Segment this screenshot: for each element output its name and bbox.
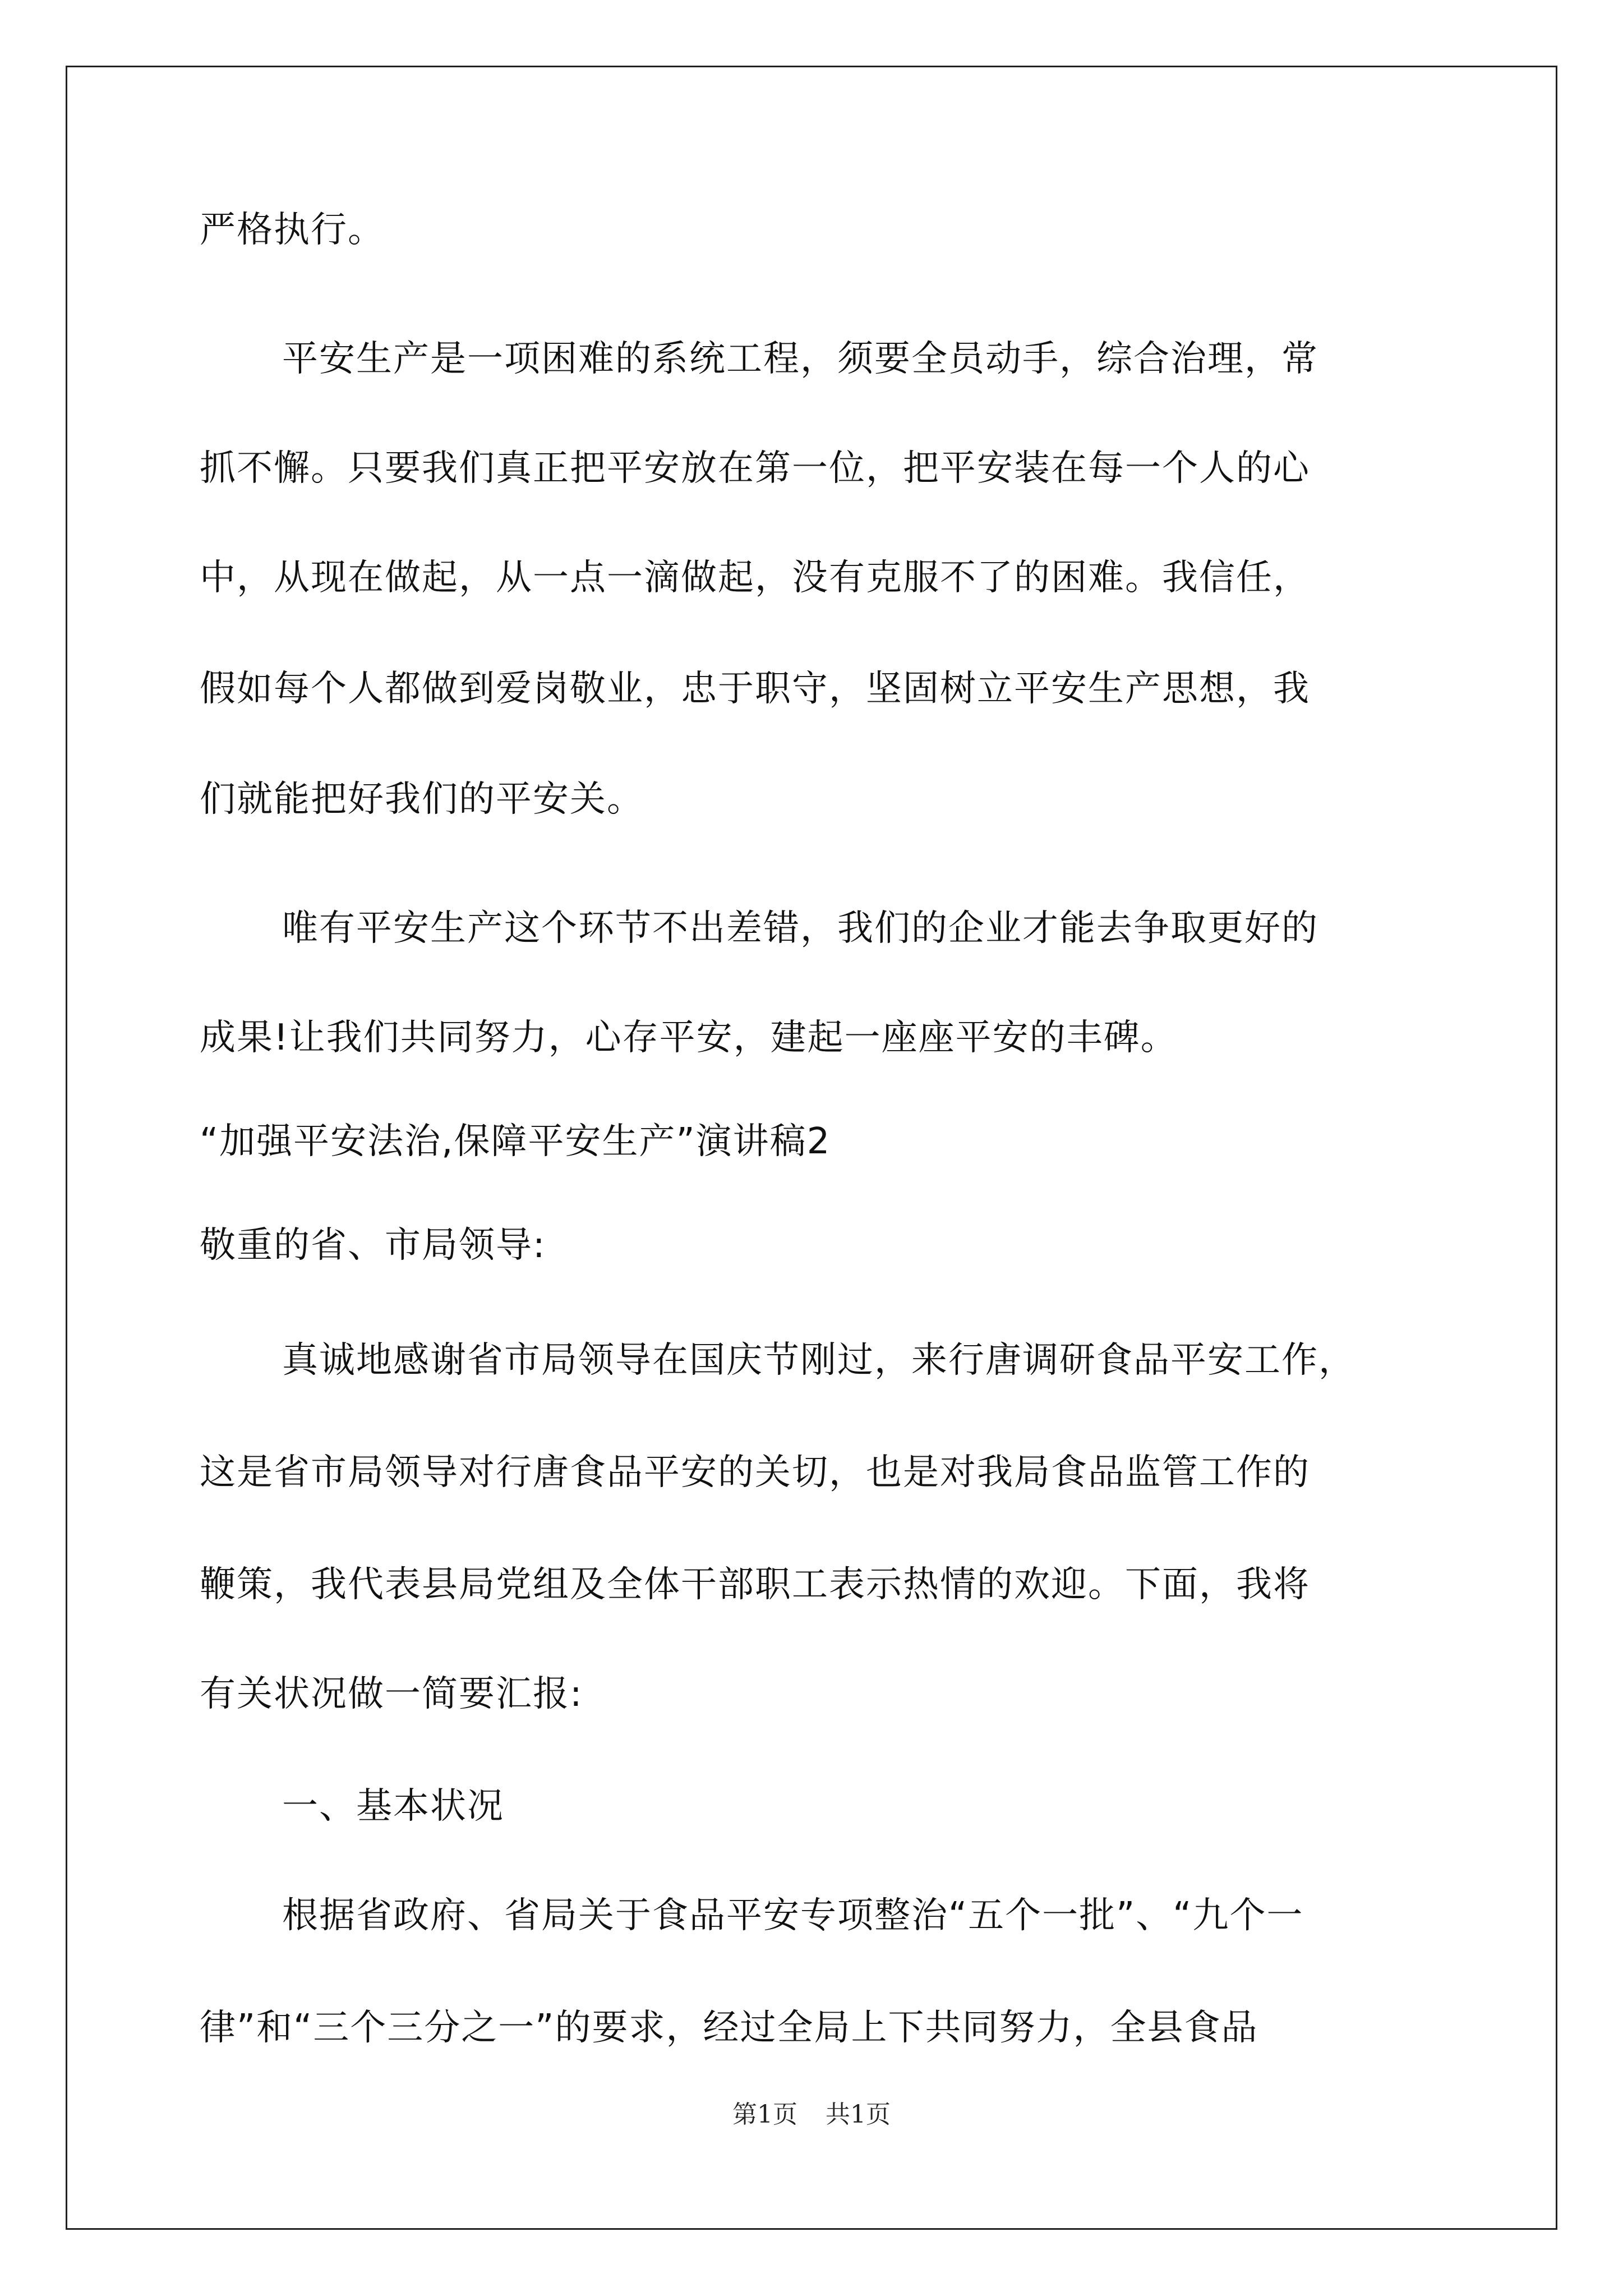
body-line: 有关状况做一简要汇报: — [200, 1673, 583, 1715]
body-line: 中，从现在做起，从一点一滴做起，没有克服不了的困难。我信任， — [200, 557, 1310, 599]
body-line: 律”和“三个三分之一”的要求，经过全局上下共同努力，全县食品 — [200, 2007, 1258, 2049]
body-line: 成果!让我们共同努力，心存平安，建起一座座平安的丰碑。 — [200, 1017, 1178, 1059]
body-line: 唯有平安生产这个环节不出差错，我们的企业才能去争取更好的 — [282, 908, 1318, 949]
body-line: 根据省政府、省局关于食品平安专项整治“五个一批”、“九个一 — [282, 1895, 1304, 1936]
salutation: 敬重的省、市局领导: — [200, 1225, 546, 1266]
body-line: 严格执行。 — [200, 209, 385, 251]
body-line: 鞭策，我代表县局党组及全体干部职工表示热情的欢迎。下面，我将 — [200, 1564, 1310, 1605]
page-footer — [0, 2098, 1623, 2132]
body-line: 这是省市局领导对行唐食品平安的关切，也是对我局食品监管工作的 — [200, 1452, 1310, 1493]
body-line: 们就能把好我们的平安关。 — [200, 779, 644, 820]
body-line: 真诚地感谢省市局领导在国庆节刚过，来行唐调研食品平安工作， — [282, 1340, 1355, 1381]
section-title: “加强平安法治,保障平安生产”演讲稿2 — [200, 1121, 831, 1162]
body-line: 假如每个人都做到爱岗敬业，忠于职守，坚固树立平安生产思想，我 — [200, 668, 1310, 710]
section-heading: 一、基本状况 — [282, 1786, 504, 1827]
page-number: 第1页 — [732, 2100, 797, 2129]
page-total: 共1页 — [826, 2100, 891, 2129]
body-line: 平安生产是一项困难的系统工程，须要全员动手，综合治理，常 — [282, 338, 1318, 380]
body-line: 抓不懈。只要我们真正把平安放在第一位，把平安装在每一个人的心 — [200, 448, 1310, 489]
